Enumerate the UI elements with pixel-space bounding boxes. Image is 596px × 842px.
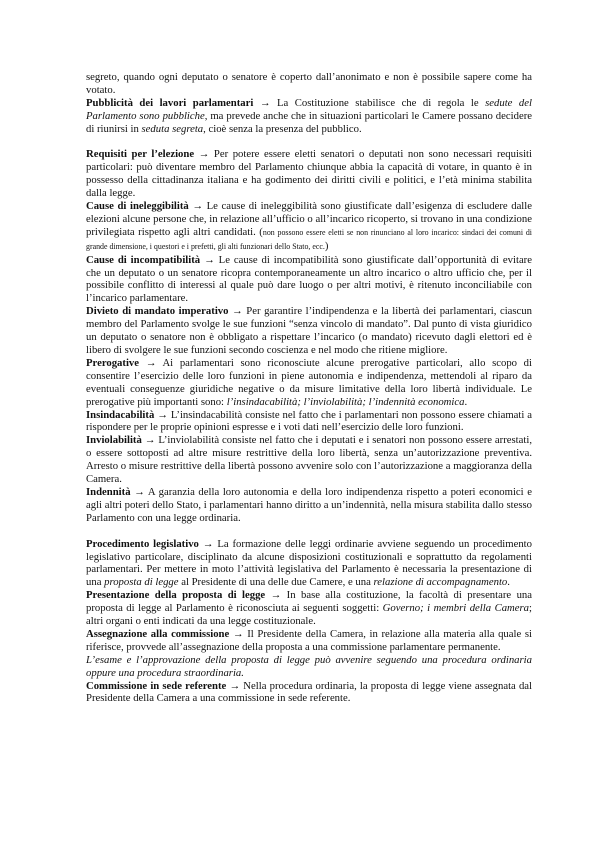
paragraph-heading: Requisiti per l’elezione bbox=[86, 148, 195, 161]
text-run: . bbox=[464, 395, 468, 408]
italic-text: l’insindacabilità; l’inviolabilità; l’indennità economica bbox=[226, 395, 465, 408]
text-run: → La formazione delle leggi ordinarie avviene seguendo un procedimento legislativo particolare, disciplinato da alcune disposizioni costituzionali e soprattutto da regolamenti parlamentari. Per mettere in moto l’attività legislativa del Parlamento è necessaria la presentazione di una bbox=[86, 537, 532, 589]
italic-text: L’esame e l’approvazione della proposta di legge può avvenire seguendo una procedura ordinaria oppure una procedura straordinaria. bbox=[86, 653, 532, 679]
paragraph bbox=[86, 148, 532, 200]
text-run: → Le cause di ineleggibilità sono giustificate dall’esigenza di escludere dalle elezioni alcune persone che, in relazione all’ufficio o all’incarico ricoperto, si trovano in una condizione privilegiata rispetto agli altri candidati. ( bbox=[86, 200, 532, 238]
text-run: → Nella procedura ordinaria, la proposta di legge viene assegnata dal Presidente della Camera a una commissione in sede referente. bbox=[86, 679, 533, 705]
note-text: non possono essere eletti se non rinunciano al loro incarico: sindaci dei comuni di grande dimensione, i questori e i prefetti, gli alti funzionari dello Stato, ecc. bbox=[86, 227, 532, 251]
italic-text: proposta di legge bbox=[104, 576, 179, 589]
text-run: → Ai parlamentari sono riconosciute alcune prerogative particolari, allo scopo di consentire l’esercizio delle loro funzioni in piene autonomia e indipendenza, mettendoli al riparo da eventuali conseguenze giuridiche negative o da misure limitative della loro libertà individuale. Le prerogative più importanti sono: bbox=[86, 356, 532, 408]
paragraph-heading: Presentazione della proposta di legge bbox=[86, 589, 266, 602]
text-run: → Per garantire l’indipendenza e la libertà dei parlamentari, ciascun membro del Parlamento svolge le sue funzioni “senza vincolo di mandato”. Dal punto di vista giuridico un deputato o senatore non è obbligato a rispettare l’incarico (o mandato) ricevuto dagli elettori ed è libero di svolgere le sue funzioni secondo coscienza e nel modo che ritiene migliore. bbox=[86, 305, 532, 357]
text-run: . bbox=[507, 576, 510, 589]
paragraph bbox=[86, 538, 532, 590]
paragraph bbox=[86, 357, 532, 409]
paragraph-heading: Divieto di mandato imperativo bbox=[86, 305, 229, 318]
paragraph-heading: Pubblicità dei lavori parlamentari bbox=[86, 96, 254, 109]
text-run: ; altri organi o enti indicati da una legge costituzionale. bbox=[86, 602, 532, 628]
text-run: al Presidente di una delle due Camere, e una bbox=[178, 576, 374, 589]
text-run: → In base alla costituzione, la facoltà di presentare una proposta di legge al Parlamento è riconosciuta ai seguenti soggetti: bbox=[86, 589, 533, 615]
paragraph-heading: Assegnazione alla commissione bbox=[86, 627, 230, 640]
paragraph bbox=[86, 628, 532, 654]
paragraph-heading: Cause di incompatibilità bbox=[86, 253, 201, 266]
text-run: → La Costituzione stabilisce che di regola le bbox=[253, 96, 486, 109]
text-run: ) bbox=[324, 239, 329, 252]
paragraph bbox=[86, 97, 532, 136]
paragraph-heading: Cause di ineleggibilità bbox=[86, 200, 189, 213]
paragraph bbox=[86, 305, 532, 357]
document-body bbox=[86, 71, 532, 705]
paragraph bbox=[86, 589, 532, 628]
paragraph-heading: Commissione in sede referente bbox=[86, 679, 227, 692]
paragraph-heading: Inviolabilità bbox=[86, 434, 142, 447]
paragraph-heading: Indennità bbox=[86, 485, 131, 498]
paragraph-heading: Insindacabilità bbox=[86, 408, 155, 421]
paragraph-spacer bbox=[86, 136, 532, 149]
paragraph bbox=[86, 200, 532, 254]
text-run: , cioè senza la presenza del pubblico. bbox=[203, 122, 362, 135]
paragraph-heading: Prerogative bbox=[86, 356, 140, 369]
italic-text: seduta segreta bbox=[141, 122, 204, 135]
paragraph bbox=[86, 254, 532, 306]
text-run: → L’inviolabilità consiste nel fatto che i deputati e i senatori non possono essere arrestati, o essere sottoposti ad altre misure restrittive della loro libertà, senza un’autorizzazione preventiva. Arresto o misure restrittive della libertà possono avvenire solo con l’autorizzazione a maggioranza della Camera. bbox=[86, 434, 532, 486]
paragraph bbox=[86, 409, 532, 435]
text-run: → Per potere essere eletti senatori o deputati non sono necessari requisiti particolari: può diventare membro del Parlamento chiunque abbia la capacità di votare, in quanto è in possesso della cittadinanza italiana e ha godimento dei diritti civili e politici, e l’età minima stabilita dalla legge. bbox=[86, 148, 532, 200]
text-run: → L’insindacabilità consiste nel fatto che i parlamentari non possono essere chiamati a rispondere per le proprie opinioni espresse e i voti dati nell’esercizio delle loro funzioni. bbox=[86, 408, 532, 434]
italic-text: sedute del Parlamento sono pubbliche bbox=[86, 96, 532, 122]
text-run: → A garanzia della loro autonomia e della loro indipendenza rispetto a poteri economici e agli altri poteri dello Stato, i parlamentari hanno diritto a un’indennità, nella misura stabilita dallo stesso Parlamento con una legge ordinaria. bbox=[86, 485, 532, 524]
text-run: → Il Presidente della Camera, in relazione alla materia alla quale si riferisce, provvede all’assegnazione della proposta a una commissione parlamentare permanente. bbox=[86, 627, 532, 653]
italic-text: Governo; i membri della Camera bbox=[382, 602, 530, 615]
paragraph bbox=[86, 654, 532, 680]
text-run: , ma prevede anche che in situazioni particolari le Camere possano decidere di riunirsi in bbox=[86, 109, 532, 135]
italic-text: relazione di accompagnamento bbox=[373, 576, 508, 589]
paragraph bbox=[86, 486, 532, 525]
paragraph bbox=[86, 680, 532, 706]
paragraph-heading: Procedimento legislativo bbox=[86, 537, 199, 550]
text-run: → Le cause di incompatibilità sono giustificate dall’opportunità di evitare che un deputato o un senatore ricopra contemporaneamente un altro incarico o altro ufficio che, per il possibile conflitto di interessi al quale può dare luogo o per altri motivi, è ritenuto inconciliabile con l’incarico parlamentare. bbox=[86, 253, 532, 305]
text-run: segreto, quando ogni deputato o senatore è coperto dall’anonimato e non è possibile sapere come ha votato. bbox=[86, 71, 532, 96]
paragraph bbox=[86, 434, 532, 486]
paragraph-spacer bbox=[86, 525, 532, 538]
paragraph bbox=[86, 71, 532, 97]
